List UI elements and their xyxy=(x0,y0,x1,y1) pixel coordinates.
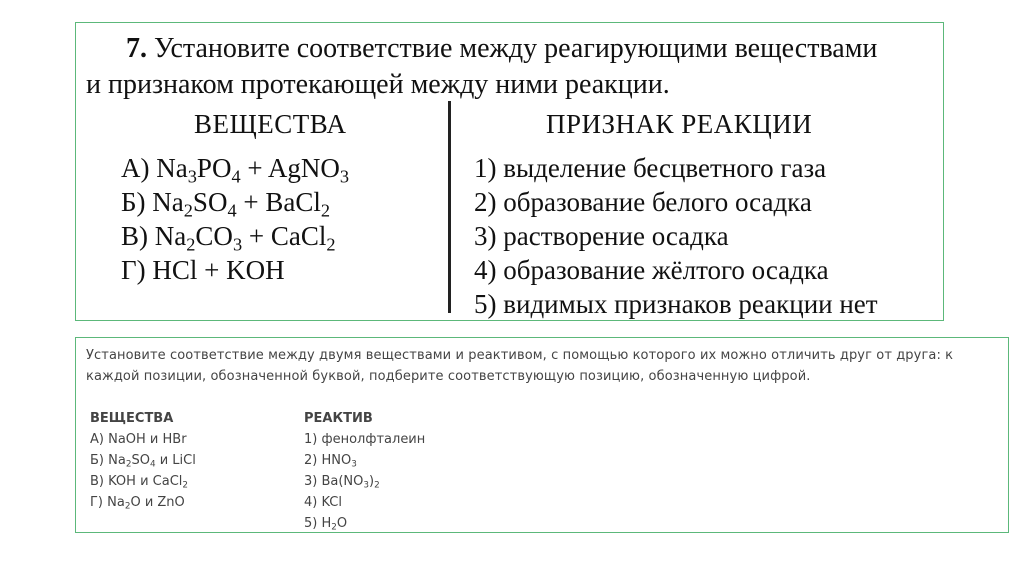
reaction-sign-item: 1) выделение бесцветного газа xyxy=(474,153,827,183)
reaction-sign-item: 5) видимых признаков реакции нет xyxy=(474,289,878,319)
formula-text: SO xyxy=(131,453,150,468)
reagent-substance-item xyxy=(90,429,196,450)
formula-text: Na xyxy=(156,153,188,183)
substances-header: ВЕЩЕСТВА xyxy=(194,109,347,139)
subscript: 2 xyxy=(125,459,132,470)
subscript: 2 xyxy=(320,200,331,221)
reaction-signs-list xyxy=(474,151,878,321)
subscript: 3 xyxy=(187,166,197,187)
reagent-item xyxy=(304,513,425,534)
formula-text: SO xyxy=(192,187,228,217)
formula-text: + CaCl xyxy=(242,221,327,251)
formula-text: O xyxy=(336,516,348,531)
formula-text: + AgNO xyxy=(240,153,340,183)
reaction-sign-item: 3) растворение осадка xyxy=(474,221,729,251)
formula-text: HCl + KOH xyxy=(152,255,285,285)
subscript: 2 xyxy=(331,522,337,533)
formula-text: 1) фенолфталеин xyxy=(304,432,426,447)
formula-text: O и ZnO xyxy=(130,495,185,510)
formula-text: 2) HNO xyxy=(304,453,352,468)
reagents-header: РЕАКТИВ xyxy=(304,411,373,426)
column-divider xyxy=(448,101,451,313)
reagent-item xyxy=(304,429,425,450)
task-reagent-box xyxy=(75,337,1009,533)
formula-text: PO xyxy=(196,153,232,183)
reagent-item xyxy=(304,492,425,513)
subscript: 2 xyxy=(186,234,196,255)
formula-text: Na xyxy=(154,221,187,251)
substance-item xyxy=(121,151,349,185)
subscript: 3 xyxy=(232,234,243,255)
subscript: 3 xyxy=(351,459,357,470)
formula-text: А) NaOH и HBr xyxy=(90,432,187,447)
formula-text: Г) Na xyxy=(90,495,125,510)
reagents-column xyxy=(304,408,425,534)
substance-letter: Г) xyxy=(121,255,153,285)
subscript: 2 xyxy=(182,480,189,491)
subscript: 2 xyxy=(183,200,193,221)
subscript: 3 xyxy=(363,480,370,491)
subscript: 4 xyxy=(149,459,156,470)
reagent-substances-header: ВЕЩЕСТВА xyxy=(90,411,174,426)
formula-text: Na xyxy=(152,187,184,217)
formula-text: CO xyxy=(195,221,233,251)
formula-text: В) KOH и CaCl xyxy=(90,474,183,489)
subscript: 3 xyxy=(339,166,350,187)
reagent-substance-item xyxy=(90,450,196,471)
formula-text: + BaCl xyxy=(236,187,321,217)
reagent-substances-column xyxy=(90,408,196,513)
subscript: 2 xyxy=(374,480,380,491)
reaction-sign-header: ПРИЗНАК РЕАКЦИИ xyxy=(546,109,813,139)
formula-text: 3) Ba(NO xyxy=(304,474,364,489)
task-7-title xyxy=(86,31,936,103)
formula-text: ) xyxy=(369,474,375,489)
subscript: 2 xyxy=(124,501,131,512)
substance-item xyxy=(121,253,349,287)
title-line-2: и признаком протекающей между ними реакции. xyxy=(86,69,670,100)
subscript: 4 xyxy=(231,166,241,187)
formula-text: 4) KCl xyxy=(304,495,342,510)
subscript: 4 xyxy=(227,200,237,221)
task-number: 7. xyxy=(126,33,147,64)
subscript: 2 xyxy=(326,234,336,255)
formula-text: и LiCl xyxy=(155,453,196,468)
substance-letter: А) xyxy=(121,153,157,183)
substance-item xyxy=(121,185,349,219)
formula-text: Б) Na xyxy=(90,453,126,468)
task-reagent-text: Установите соответствие между двумя веществами и реактивом, с помощью которого их можно отличить друг от друга: к каждой позиции, обозначенной буквой, подберите соответствующую позицию, обозначенную цифрой. xyxy=(86,348,954,384)
substance-letter: Б) xyxy=(121,187,153,217)
formula-text: 5) H xyxy=(304,516,332,531)
reagent-substance-item xyxy=(90,492,196,513)
substance-letter: В) xyxy=(121,221,155,251)
task-7-box xyxy=(75,22,944,321)
substance-item xyxy=(121,219,349,253)
reagent-item xyxy=(304,450,425,471)
reaction-sign-item: 4) образование жёлтого осадка xyxy=(474,255,829,285)
reaction-sign-item: 2) образование белого осадка xyxy=(474,187,812,217)
reagent-substance-item xyxy=(90,471,196,492)
substances-list xyxy=(121,151,349,287)
reagent-item xyxy=(304,471,425,492)
title-line-1: Установите соответствие между реагирующими веществами xyxy=(154,33,878,64)
